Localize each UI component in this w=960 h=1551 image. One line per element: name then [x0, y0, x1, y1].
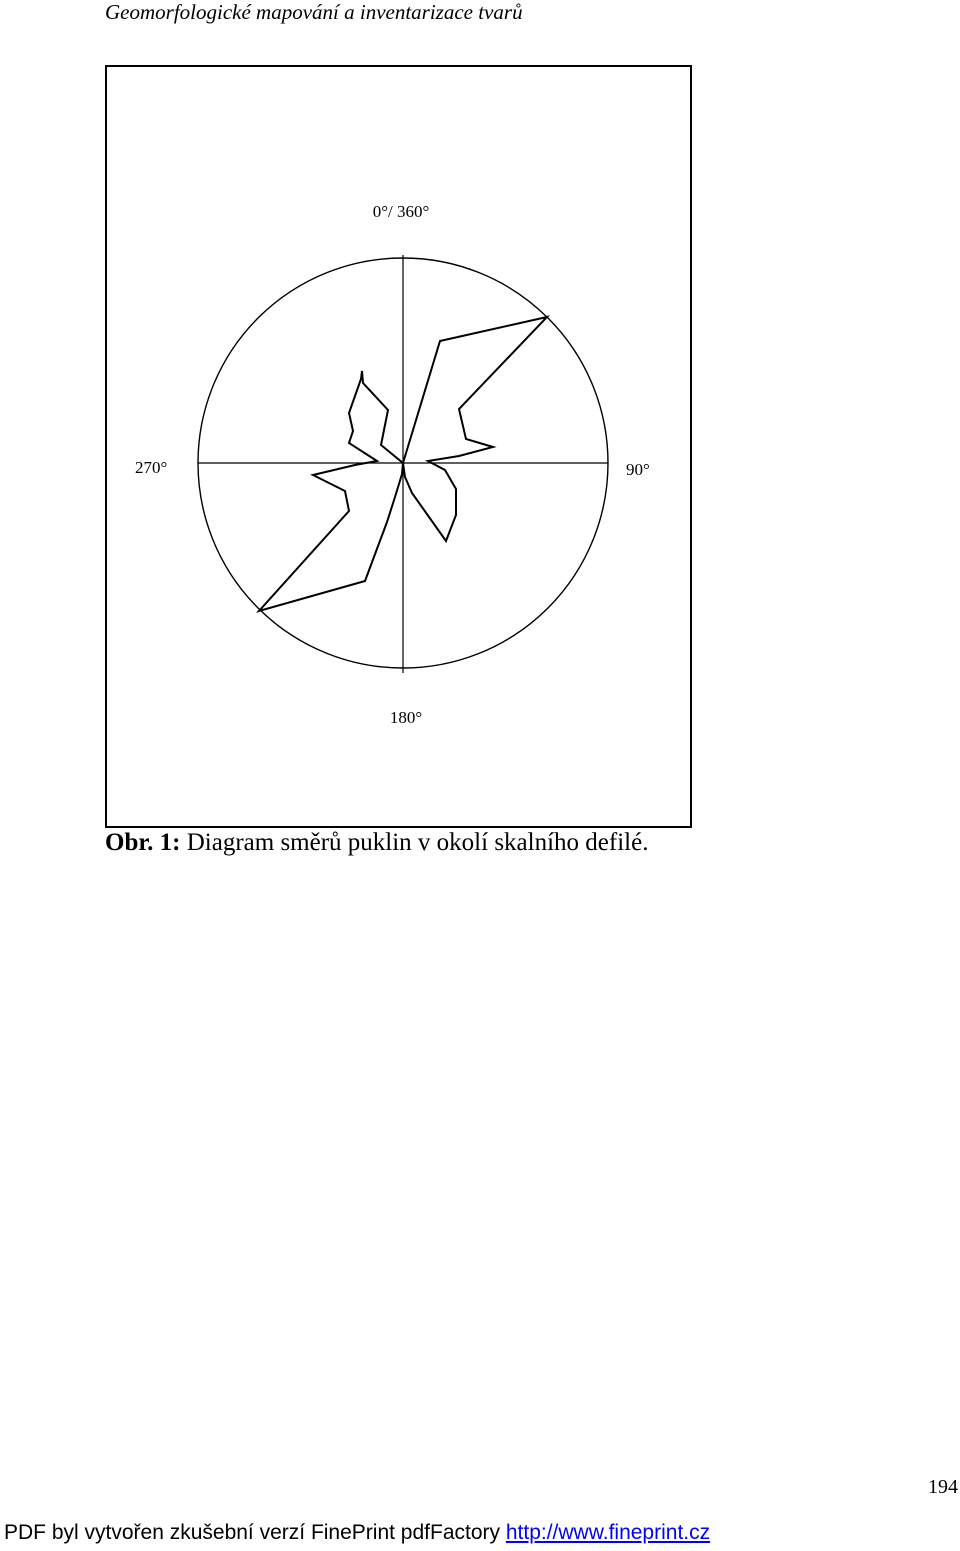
- footer-text: PDF byl vytvořen zkušební verzí FinePrint pdfFactory: [4, 1521, 506, 1544]
- caption-text: Diagram směrů puklin v okolí skalního defilé.: [180, 829, 649, 856]
- footer: [4, 1520, 710, 1546]
- south-label: 180°: [389, 708, 423, 727]
- north-label: 0°/ 360°: [372, 202, 430, 221]
- rose-diagram: [107, 67, 690, 826]
- west-label: 270°: [135, 458, 168, 477]
- east-label: 90°: [626, 460, 650, 479]
- figure-caption: [105, 828, 648, 858]
- footer-link[interactable]: http://www.fineprint.cz: [505, 1521, 711, 1544]
- caption-label: Obr. 1:: [105, 829, 181, 856]
- figure-frame: [105, 65, 692, 828]
- running-header: Geomorfologické mapování a inventarizace tvarů: [105, 0, 523, 24]
- page-number: 194: [928, 1476, 958, 1498]
